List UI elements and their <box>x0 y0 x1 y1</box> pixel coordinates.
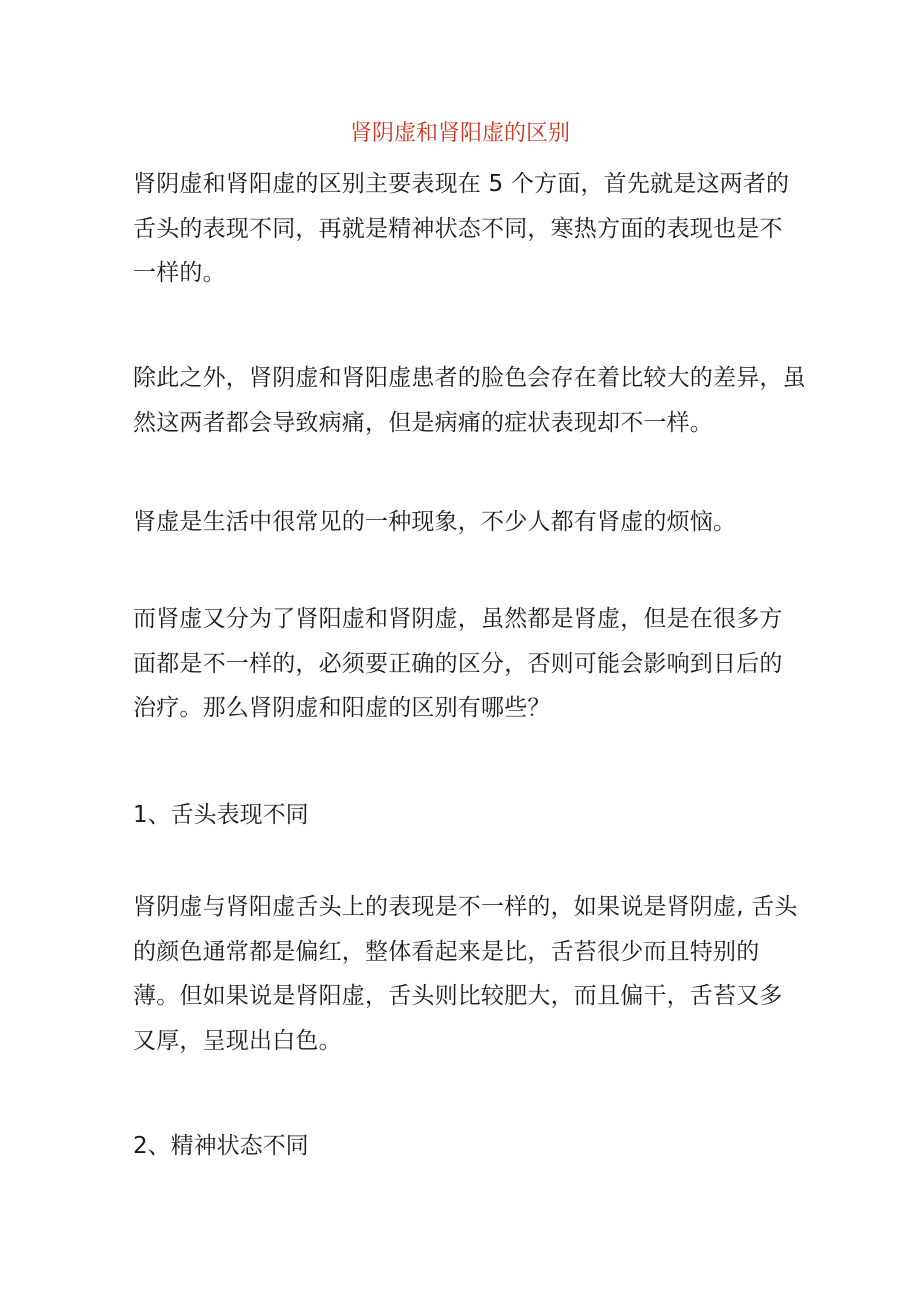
paragraph-common <box>133 500 793 545</box>
text-line: 薄。但如果说是肾阳虚，舌头则比较肥大，而且偏干，舌苔又多 <box>133 983 783 1009</box>
text-line: 肾阴虚和肾阳虚的区别主要表现在 5 个方面，首先就是这两者的 <box>133 171 790 197</box>
paragraph-complexion <box>133 356 806 445</box>
text-line: 肾虚是生活中很常见的一种现象，不少人都有肾虚的烦恼。 <box>133 509 737 535</box>
paragraph-tongue <box>133 885 798 1063</box>
section-heading-tongue: 1、舌头表现不同 <box>133 802 309 828</box>
text-line: 除此之外，肾阴虚和肾阳虚患者的脸色会存在着比较大的差异，虽 <box>133 365 806 391</box>
text-line: 面都是不一样的，必须要正确的区分，否则可能会影响到日后的 <box>133 650 783 677</box>
paragraph-types <box>133 597 793 731</box>
document-title: 肾阴虚和肾阳虚的区别 <box>349 121 570 146</box>
text-line: 舌头的表现不同，再就是精神状态不同，寒热方面的表现也是不 <box>133 215 783 242</box>
text-line: 一样的。 <box>133 260 226 286</box>
paragraph-intro <box>133 162 793 296</box>
text-line: 的颜色通常都是偏红，整体看起来是比，舌苔很少而且特别的 <box>133 938 760 965</box>
text-line: 治疗。那么肾阴虚和阳虚的区别有哪些？ <box>133 695 551 721</box>
text-line: 然这两者都会导致病痛，但是病痛的症状表现却不一样。 <box>133 409 713 436</box>
section-heading-spirit: 2、精神状态不同 <box>133 1133 309 1159</box>
text-line: 又厚，呈现出白色。 <box>133 1027 342 1054</box>
text-line: 肾阴虚与肾阳虚舌头上的表现是不一样的，如果说是肾阴虚, 舌头 <box>133 894 798 920</box>
text-line: 而肾虚又分为了肾阳虚和肾阴虚，虽然都是肾虚，但是在很多方 <box>133 606 783 632</box>
